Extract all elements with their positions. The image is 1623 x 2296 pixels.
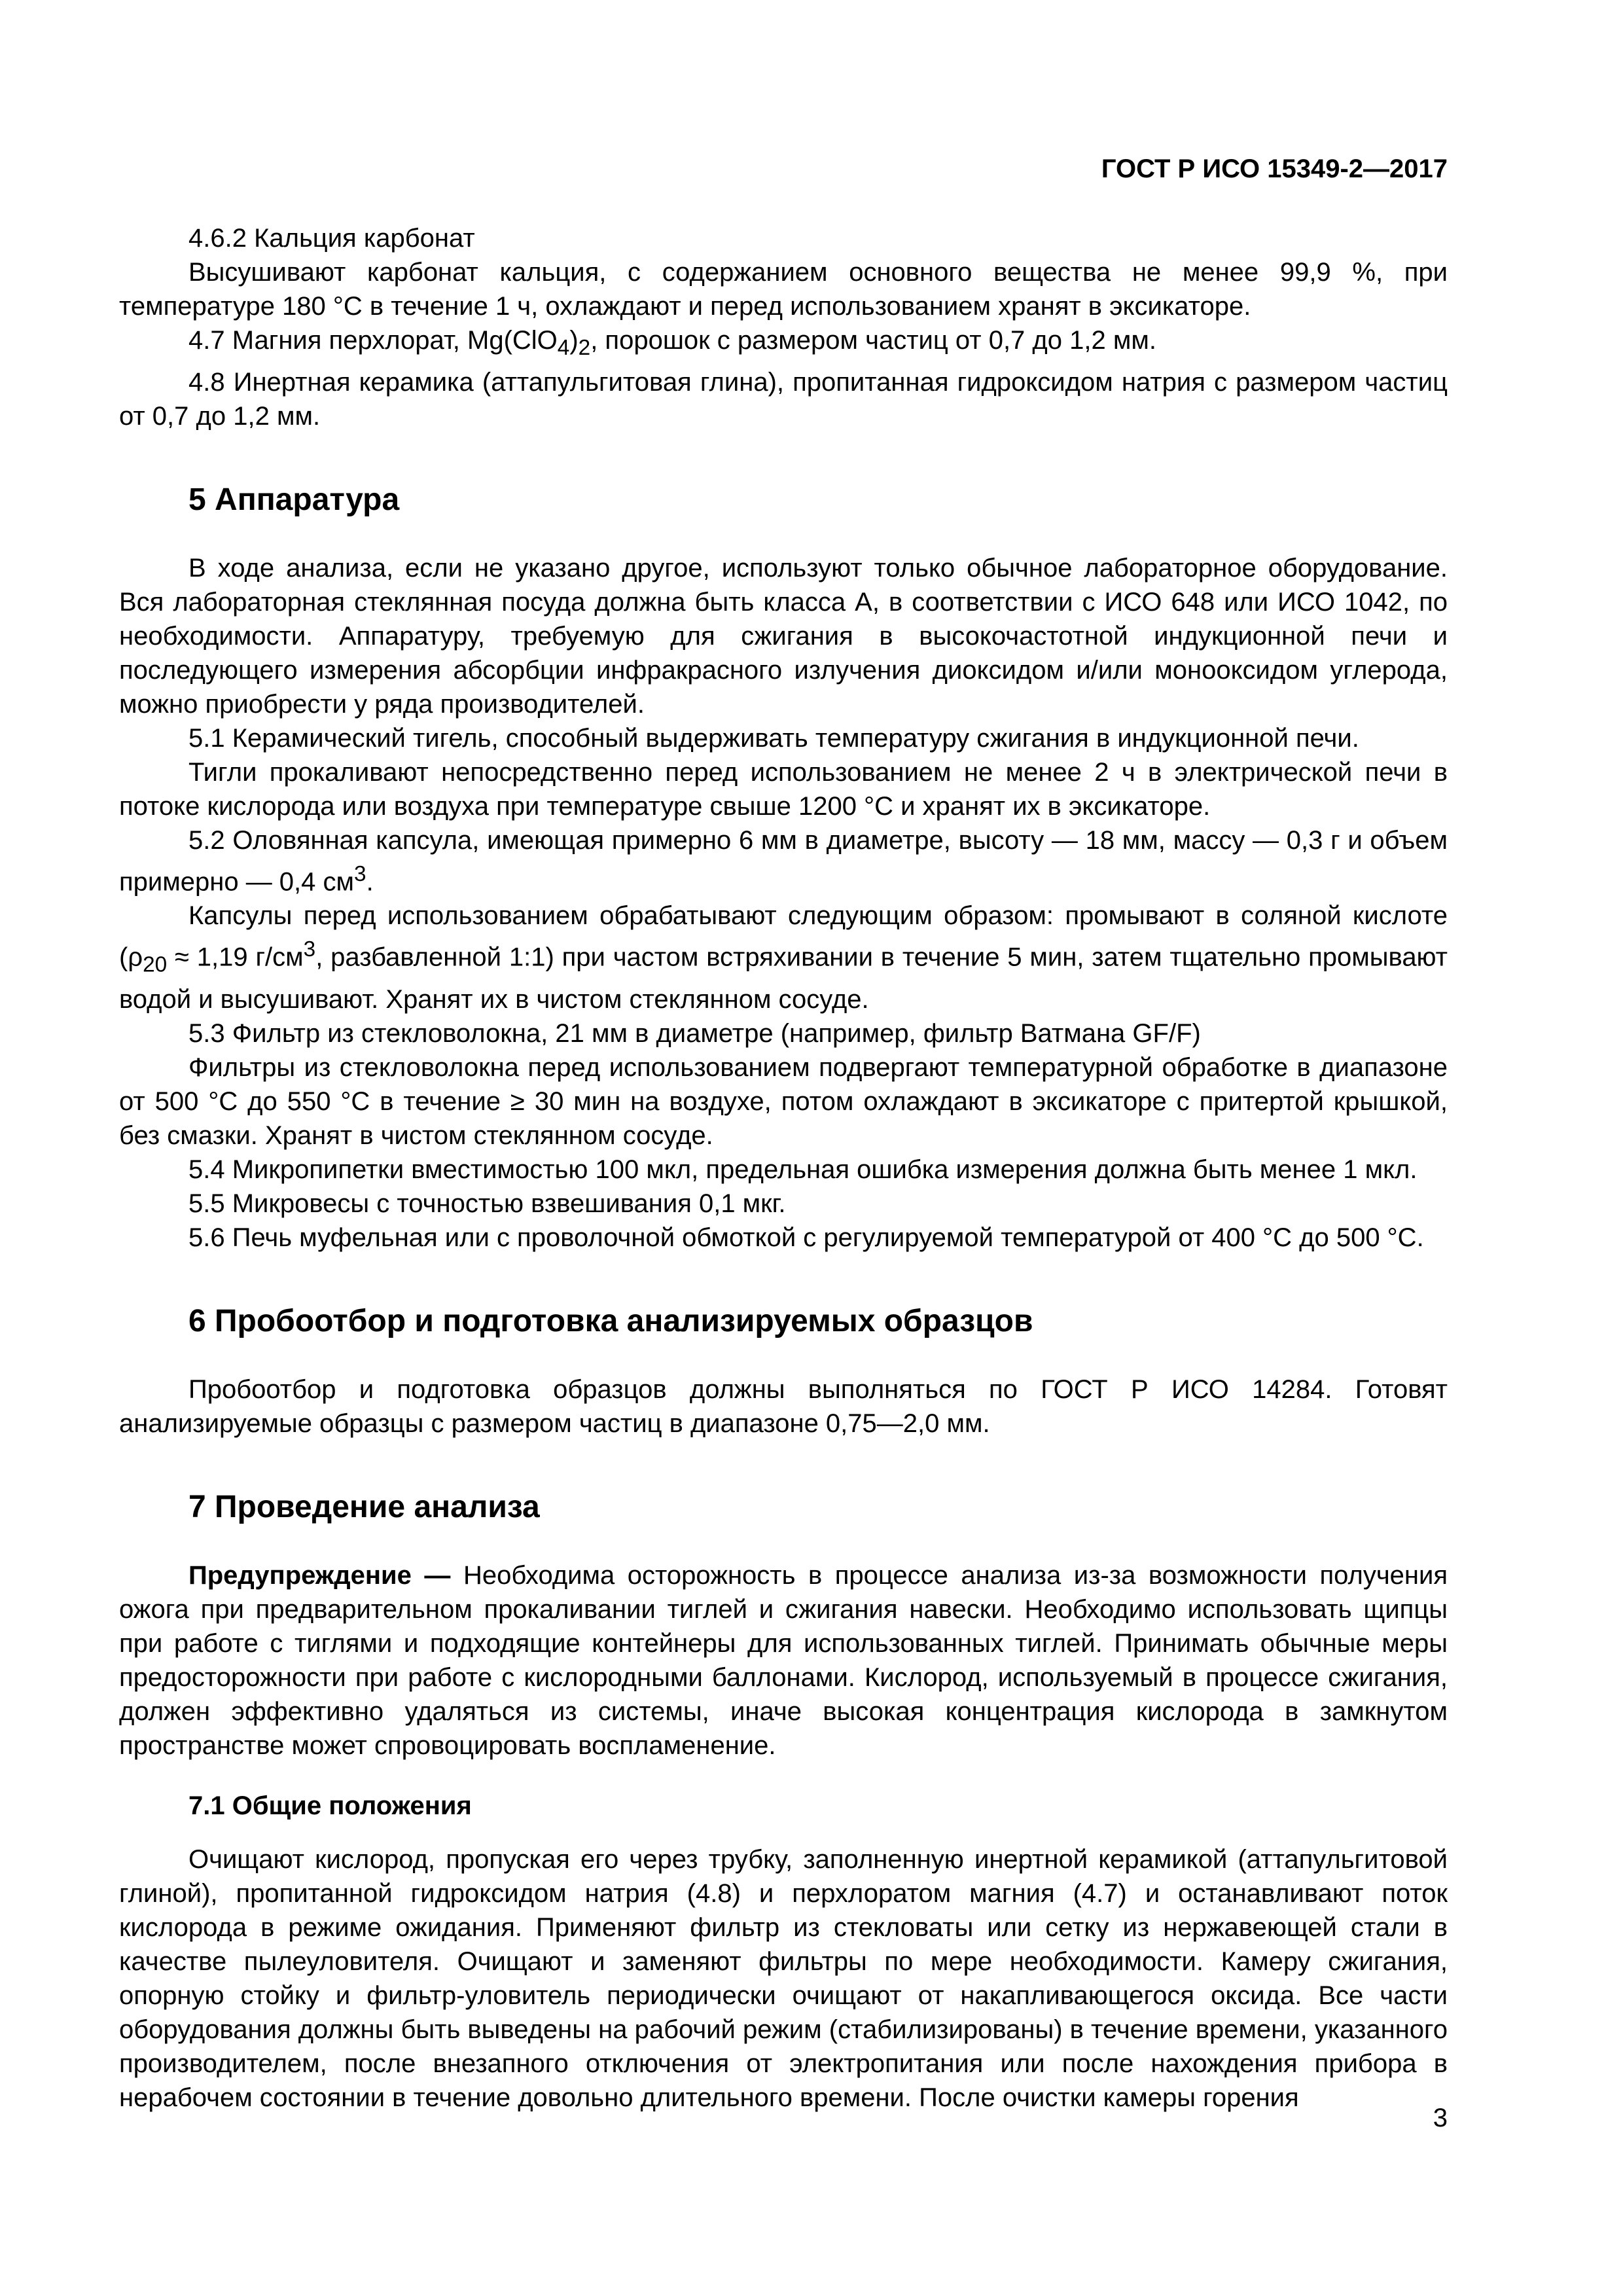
section-6-text: Пробоотбор и подготовка образцов должны выполняться по ГОСТ Р ИСО 14284. Готовят анализируемые образцы с размером частиц в диапазоне 0,75—2,0 мм. — [119, 1374, 1448, 1438]
document-page — [119, 0, 1448, 2296]
warning-paragraph: Предупреждение — Необходима осторожность в процессе анализа из-за возможности получения ожога при предварительном прокаливании тиглей и сжигания навески. Необходимо использовать щипцы при работе с тиглями и подходящие контейнеры для использованных тиглей. Принимать обычные меры предосторожности при работе с кислородными баллонами. Кислород, используемый в процессе сжигания, должен эффективно удаляться из системы, иначе высокая концентрация кислорода в замкнутом пространстве может спровоцировать воспламенение. — [119, 1560, 1448, 1760]
subsection-7-1-text: Очищают кислород, пропуская его через трубку, заполненную инертной керамикой (аттапульгитовой глиной), пропитанной гидроксидом натрия (4.8) и перхлоратом магния (4.7) и останавливают поток кислорода в режиме ожидания. Применяют фильтр из стекловаты или сетку из нержавеющей стали в качестве пылеуловителя. Очищают и заменяют фильтры по мере необходимости. Камеру сжигания, опорную стойку и фильтр-уловитель периодически очищают от накапливающегося оксида. Все части оборудования должны быть выведены на рабочий режим (стабилизированы) в течение времени, указанного производителем, после внезапного отключения от электропитания или после нахождения прибора в нерабочем состоянии в течение довольно длительного времени. После очистки камеры горения — [119, 1844, 1448, 2112]
page-number: 3 — [1433, 2104, 1448, 2132]
clause-4-7: 4.7 Магния перхлорат, $Mg(ClO_4)_2$, порошок с размером частиц от 0,7 до 1,2 мм. — [188, 326, 1156, 360]
clause-5-3-text: Фильтры из стекловолокна перед использованием подвергают температурной обработке в диапазоне от 500 °С до 550 °С в течение ≥ 30 мин на воздухе, потом охлаждают в эксикаторе с притертой крышкой, без смазки. Хранят в чистом стеклянном сосуде. — [119, 1052, 1448, 1150]
clause-5-3: 5.3 Фильтр из стекловолокна, 21 мм в диаметре (например, фильтр Ватмана GF/F) — [188, 1018, 1201, 1048]
section-5-intro: В ходе анализа, если не указано другое, используют только обычное лабораторное оборудование. Вся лабораторная стеклянная посуда должна быть класса А, в соответствии с ИСО 648 или ИСО 1042, по необходимости. Аппаратуру, требуемую для сжигания в высокочастотной индукционной печи и последующего измерения абсорбции инфракрасного излучения диоксидом и/или монооксидом углерода, можно приобрести у ряда производителей. — [119, 554, 1448, 719]
clause-5-5: 5.5 Микровесы с точностью взвешивания 0,1 мкг. — [188, 1189, 786, 1218]
clause-4-6-2-text: Высушивают карбонат кальция, с содержанием основного вещества не менее 99,9 %, при температуре 180 °С в течение 1 ч, охлаждают и перед использованием хранят в эксикаторе. — [119, 258, 1448, 321]
clause-4-6-2-title: 4.6.2 Кальция карбонат — [188, 224, 475, 253]
section-6-heading: 6 Пробоотбор и подготовка анализируемых образцов — [188, 1303, 1033, 1338]
clause-5-2-text: Капсулы перед использованием обрабатывают следующим образом: промывают в соляной кислоте ($\rho_{20} \approx 1,19$ $г/см^3$, разбавленной 1:1) при частом встряхивании в течение 5 мин, затем тщательно промывают водой и высушивают. Хранят их в чистом стеклянном сосуде. — [119, 901, 1448, 1014]
clause-5-1: 5.1 Керамический тигель, способный выдерживать температуру сжигания в индукционной печи. — [188, 724, 1359, 753]
section-5-heading: 5 Аппаратура — [188, 482, 400, 517]
clause-5-1-text: Тигли прокаливают непосредственно перед использованием не менее 2 ч в электрической печи в потоке кислорода или воздуха при температуре свыше 1200 °С и хранят их в эксикаторе. — [119, 758, 1448, 821]
subsection-7-1-heading: 7.1 Общие положения — [188, 1791, 472, 1820]
clause-5-2: 5.2 Оловянная капсула, имеющая примерно 6 мм в диаметре, высоту — 18 мм, массу — 0,3 г и объем примерно — 0,4 $см^3$. — [119, 826, 1448, 897]
clause-5-4: 5.4 Микропипетки вместимостью 100 мкл, предельная ошибка измерения должна быть менее 1 мкл. — [188, 1155, 1418, 1184]
document-body — [119, 221, 1448, 2115]
section-7-heading: 7 Проведение анализа — [188, 1489, 540, 1524]
clause-5-6: 5.6 Печь муфельная или с проволочной обмоткой с регулируемой температурой от 400 °С до 500 °С. — [188, 1223, 1424, 1252]
clause-4-8: 4.8 Инертная керамика (аттапульгитовая глина), пропитанная гидроксидом натрия с размером частиц от 0,7 до 1,2 мм. — [119, 368, 1448, 431]
document-code-header: ГОСТ Р ИСО 15349-2—2017 — [1101, 154, 1448, 183]
warning-label: Предупреждение — — [188, 1560, 451, 1590]
